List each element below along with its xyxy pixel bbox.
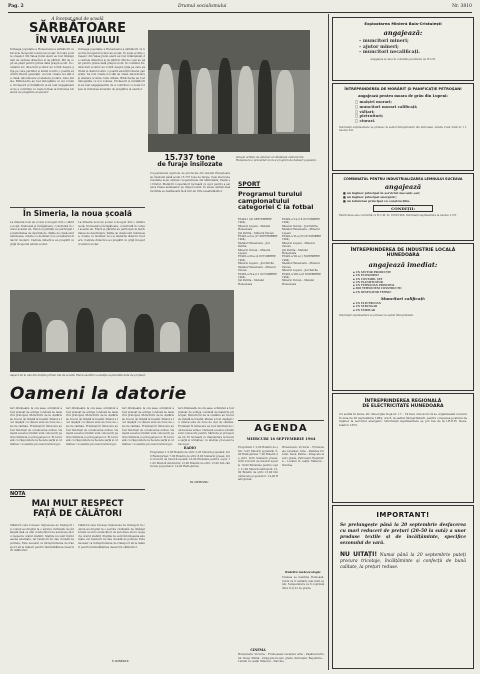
agenda-date: MIERCURI 16 SEPTEMBRIE 1964 — [246, 437, 316, 441]
sport-round-line: Minerul Lupeni – Minerul Vulcan — [282, 241, 315, 249]
article-school-start — [10, 16, 145, 46]
ad4-item: ▪ UN SECTOR PRODUCȚIE — [353, 271, 391, 274]
ad4-sub: Muncitori calificați: — [380, 296, 426, 302]
important-foot-bold: NU UITAȚI! — [340, 551, 378, 558]
ad2-item: ◻ vălțari; — [355, 108, 375, 114]
sport-round-line: Jiul Petrila – Minerul Vulcan — [238, 231, 274, 235]
issue-number: Nr. 3810 — [452, 4, 472, 9]
ad1-item: – muncitori mineri; — [359, 39, 409, 44]
ad4-title-line2: HUNEDOARA — [386, 253, 420, 258]
nota-title: MAI MULT RESPECT — [31, 499, 124, 509]
radio-body: Programul I: 5,00 Buletin de știri; 5,05 Muzică populară; 6,00 Radiojurnal; 7,00 Buletin de știri; 8,00 Sumarul presei; 9,00 Concert de muzică ușoară; 10,00 Emisiune pentru copii; 11,00 Muzică simfonică; 12,00 Buletin de știri; 13,00 Din cântecele popoarelor; 14,00 Radiojurnal. — [150, 451, 230, 469]
ad-electricitate-hunedoara — [332, 393, 474, 503]
ad4-item: ▪ UN DESENATOR TEHNIC — [353, 290, 392, 294]
ad3-list — [343, 192, 467, 203]
subarticle-title: În Simeria, la noua școală — [23, 209, 132, 218]
weather-body: Vremea se menține frumoasă. Cerul va fi variabil, mai mult senin. Temperatura va fi cuprinsă între 8 și 22 de grade. — [282, 576, 324, 590]
nota-label: NOTA — [10, 491, 26, 497]
oameni-body-col1: Ieri dimineață, la ora șase, schimbul a fost preluat de echipa condusă de maistrul principal. Muncitorii de la oțelărie au trecut de îndată la treabă. Planul a fost depășit cu câteva sute de tone de oțel de calitate. Fruntașii în întrecere au fost felicitați de conducerea uzinei. Oamenii acestui schimb sunt cunoscuți pentru hărnicia și priceperea lor. Ei lucrează cu răspundere la fiecare șarjă și urmăresc cu atenție procesul tehnologic. — [10, 407, 62, 446]
nota-body-col1: Călătorii care folosesc mijloacele de transport în comun au dreptul la o servire civilizată. Se întâmplă însă ca unii conducători de autobuze să nu respecte orarul stabilit. Stațiile nu sunt întotdeauna anunțate, iar taxatorii nu dau dovadă de politețe. Este necesar ca întreprinderea de transport să ia măsuri pentru îmbunătățirea deservirii călătorilor. — [10, 524, 74, 553]
ad4-sub-item: ▪ UN STRUNGAR — [353, 305, 378, 309]
sport-round-line: ETAPA a VI-a (25 OCTOMBRIE 1964) — [282, 235, 322, 242]
sport-round-line: Metalul Hunedoara – Minerul Lupeni — [282, 228, 320, 235]
nota-body-col2: Călătorii care folosesc mijloacele de transport în comun au dreptul la o servire civilizată. Se întâmplă însă ca unii conducători de autobuze să nu respecte orarul stabilit. Stațiile nu sunt întotdeauna anunțate, iar taxatorii nu dau dovadă de politețe. Este necesar ca întreprinderea de transport să ia măsuri pentru îmbunătățirea deservirii călătorilor. — [78, 524, 145, 549]
ad4-sub-item: ▪ UN TÂMPLAR — [353, 308, 375, 312]
ad4-foot: Informații suplimentare se primesc la sediul întreprinderii. — [339, 313, 414, 317]
ad-baia-cristuiesti — [332, 17, 474, 81]
ad2-foot: Informații suplimentare se primesc la sediul întreprinderii din Petroșani, strada Cuza Vodă nr. 11, telefon 291. — [339, 125, 467, 133]
ad1-title: Exploatarea Minieră Baia-Cristuiești — [364, 21, 442, 26]
sport-round-line: Minerul Vulcan – Metalul Hunedoara — [282, 279, 314, 286]
oameni-body-col2: Ieri dimineață, la ora șase, schimbul a fost preluat de echipa condusă de maistrul principal. Muncitorii de la oțelărie au trecut de îndată la treabă. Planul a fost depășit cu câteva sute de tone de oțel de calitate. Fruntașii în întrecere au fost felicitați de conducerea uzinei. Oamenii acestui schimb sunt cunoscuți pentru hărnicia și priceperea lor. Ei lucrează cu răspundere la fiecare șarjă și urmăresc cu atenție procesul tehnologic. — [66, 407, 118, 446]
article-body-col1: Întreaga populație a Hunedoarei a sărbătorit cu bucurie începutul noului an școlar. În toate școlile orașelor din Valea Jiului elevii au fost întâmpinați de cadrele didactice și de părinți. Mii de copii au pășit pentru prima dată pragul școlii. În cuvântul lor, directorii școlilor au vorbit despre grija pe care partidul și statul nostru o poartă educării tinerei generații. Au fost create noi săli de clasă, laboratoare și ateliere școlare, bine utilate. Bibliotecile au fost îmbogățite cu noi volume. Profesorii și învățătorii și-au luat angajamentul de a contribui cu toate forțele la ridicarea nivelului de pregătire al elevilor. — [10, 48, 74, 95]
sport-round-line: Metalul Hunedoara – Minerul Vulcan — [282, 262, 320, 269]
sport-rounds-col2 — [282, 218, 322, 414]
furaje-title-line2: de furaje însilozate — [157, 160, 223, 168]
ad2-title: ÎNTREPRINDEREA DE MORĂRIT ȘI PANIFICAȚIE PETROȘANI — [344, 87, 462, 91]
sport-round-line: Jiul Petrila – Metalul Hunedoara — [238, 279, 264, 286]
sport-round-line: Minerul Lupeni – Jiul Petrila — [282, 269, 318, 273]
ad2-item: ◻ ciurari. — [355, 118, 376, 124]
ad2-item: ◻ pietruitori; — [355, 113, 384, 119]
page-number: Pag. 2 — [8, 4, 24, 9]
ad4-sub-item: ▪ UN ELECTRICIAN — [353, 302, 381, 306]
weather-label: Buletin meteorologic — [285, 570, 321, 574]
article-body-col2: Întreaga populație a Hunedoarei a sărbătorit cu bucurie începutul noului an școlar. În toate școlile orașelor din Valea Jiului elevii au fost întâmpinați de cadrele didactice și de părinți. Mii de copii au pășit pentru prima dată pragul școlii. În cuvântul lor, directorii școlilor au vorbit despre grija pe care partidul și statul nostru o poartă educării tinerei generații. Au fost create noi săli de clasă, laboratoare și ateliere școlare, bine utilate. Bibliotecile au fost îmbogățite cu noi volume. Profesorii și învățătorii și-au luat angajamentul de a contribui cu toate forțele la ridicarea nivelului de pregătire al elevilor. — [78, 48, 145, 91]
ad4-sublist — [353, 302, 473, 312]
classroom-photo — [10, 290, 234, 372]
ad2-item: ◻ maiștri morari; — [355, 99, 392, 104]
subarticle-body-col2: La Simeria noul an școlar a început într-o clădire nouă, frumoasă și încăpătoare, construită în cursul acestui an. Elevii și părinții au participat la festivitatea de deschidere. Sălile de clasă sunt luminoase, dotate cu mobilier nou și material didactic modern. Cadrele didactice au pregătit cu grijă începutul anului școlar. — [78, 221, 145, 246]
article-kicker: A început anul de școală — [51, 16, 104, 21]
oameni-title: Oameni la datorie — [10, 384, 187, 404]
sport-label: SPORT — [238, 181, 261, 188]
ad3-conditions: CONDIȚII: — [373, 205, 433, 212]
ad1-head: angajează: — [383, 29, 423, 37]
ad1-item: – muncitori necalificați. — [359, 50, 421, 56]
article-title-line2: ÎN VALEA JIULUI — [35, 34, 120, 46]
ad4-head: angajează imediat: — [368, 261, 438, 269]
ad-industrie-locala-hunedoara — [332, 243, 474, 391]
ad-morarit-petrosani — [332, 83, 474, 171]
ad4-item: ▪ DOI TEHNICIENI CONSTRUCȚII — [353, 287, 402, 291]
masthead: Drumul socialismului — [178, 4, 227, 9]
cinema-label: CINEMA — [250, 648, 266, 652]
sport-round-line: ETAPA a II-a (27 SEPTEMBRIE 1964) — [238, 235, 278, 242]
important-body: Se prelungește până la 20 septembrie desfacerea cu mari reduceri de prețuri (20–50 la sută) a unor produse textile și de încălțăminte, specifice sezonului de vară. — [340, 523, 466, 546]
column-rule — [328, 14, 329, 670]
ad-important — [332, 505, 474, 669]
ad5-title: ÎNTREPRINDEREA REGIONALĂ — [364, 399, 442, 404]
ad4-title: ÎNTREPRINDEREA DE INDUSTRIE LOCALĂ — [350, 248, 456, 253]
sport-round-line: ETAPA a VIII-a (8 NOIEMBRIE 1964) — [282, 272, 321, 279]
sport-round-line: ETAPA a IV-a (11 OCTOMBRIE 1964) — [238, 272, 277, 279]
subarticle-body-col1: La Simeria noul an școlar a început într-o clădire nouă, frumoasă și încăpătoare, construită în cursul acestui an. Elevii și părinții au participat la festivitatea de deschidere. Sălile de clasă sunt luminoase, dotate cu mobilier nou și material didactic modern. Cadrele didactice au pregătit cu grijă începutul anului școlar. — [10, 221, 74, 246]
nota-title-line2: FAȚĂ DE CĂLĂTORI — [33, 509, 122, 519]
ad2-item: ◻ muncitori morari calificați; — [355, 103, 418, 109]
ad2-list — [355, 100, 473, 124]
radio-label: RADIO — [183, 446, 197, 450]
agenda-body-col1: Programul I: 5,00 Buletin de știri; 5,05 Muzică populară; 6,00 Radiojurnal; 7,00 Buletin de știri; 8,00 Sumarul presei; 9,00 Concert de muzică ușoară; 10,00 Emisiune pentru copii; 11,00 Muzică simfonică; 12,00 Buletin de știri; 13,00 Din cântecele popoarelor; 14,00 Radiojurnal. — [238, 446, 278, 482]
ad4-item: ▪ UN TEHNICIAN PRINCIPAL — [353, 284, 395, 288]
ad4-item: ▪ UN ECONOMIST — [353, 274, 380, 278]
oameni-body-col3: Ieri dimineață, la ora șase, schimbul a fost preluat de echipa condusă de maistrul principal. Muncitorii de la oțelărie au trecut de îndată la treabă. Planul a fost depășit cu câteva sute de tone de oțel de calitate. Fruntașii în întrecere au fost felicitați de conducerea uzinei. Oamenii acestui schimb sunt cunoscuți pentru hărnicia și priceperea lor. Ei lucrează cu răspundere la fiecare șarjă și urmăresc cu atenție procesul tehnologic. — [122, 407, 174, 446]
furaje-title: 15.737 tone — [164, 153, 216, 162]
page-header — [8, 3, 472, 13]
sport-round-line: Metalul Hunedoara – Jiul Petrila — [238, 241, 270, 249]
ad4-list — [353, 271, 473, 294]
sport-round-line: ETAPA a V-a (18 OCTOMBRIE 1964) — [282, 218, 320, 225]
ad1-foot: Angajarea se face în condițiile prevăzute de H.C.M. — [370, 57, 436, 61]
important-foot: Numai până la 20 septembrie puteți procura tricotaje, încălțăminte și confecții de bună calitate, la prețuri reduse. — [340, 553, 466, 570]
dancers-photo — [148, 30, 310, 152]
ad4-item: ▪ UN CONTABIL ȘEF — [353, 277, 383, 281]
ad1-list — [359, 39, 473, 56]
sport-round-line: Minerul Lupeni – Jiul Petrila — [238, 262, 274, 266]
sport-round-line: Minerul Vulcan – Jiul Petrila — [282, 224, 318, 228]
ad3-title: COMBINATUL PENTRU INDUSTRIALIZAREA LEMNULUI SUCEAVA — [343, 177, 463, 181]
ad1-item: – ajutor mineri; — [359, 44, 399, 50]
ad3-item: ■ un inginer principal în serviciul mecanic-șef; — [343, 191, 420, 195]
agenda-title: AGENDA — [254, 423, 308, 434]
article-furaje — [150, 154, 230, 168]
dancers-photo-caption: Grupul artistic de amatori al căminului cultural din Hunedoara a prezentat un nou program de dansuri populare. — [236, 156, 317, 163]
divider — [10, 489, 145, 490]
ad4-item: ▪ UN PLANIFICATOR — [353, 280, 383, 284]
ad3-item: ■ un tehnician principal cu construcțiile. — [343, 198, 411, 203]
agenda-body-col2: Hunedoara: Victoria – Frumoasele vacanței; Arta – Pasărea furtunii. Deva: Patria – Dragoste la zero grade. Petroșani: Republica – Lumini în ceață; Minerul – Darclée. — [282, 446, 324, 467]
oameni-body-col4: Ieri dimineață, la ora șase, schimbul a fost preluat de echipa condusă de maistrul principal. Muncitorii de la oțelărie au trecut de îndată la treabă. Planul a fost depășit cu câteva sute de tone de oțel de calitate. Fruntașii în întrecere au fost felicitați de conducerea uzinei. Oamenii acestui schimb sunt cunoscuți pentru hărnicia și priceperea lor. Ei lucrează cu răspundere la fiecare șarjă și urmăresc cu atenție procesul tehnologic. — [178, 407, 234, 446]
important-title: IMPORTANT! — [376, 511, 430, 519]
sport-round-line: ETAPA I (20 SEPTEMBRIE 1964) — [238, 218, 272, 225]
sport-rounds-col1 — [238, 218, 278, 414]
ad3-head: angajează — [384, 183, 422, 191]
sport-round-line: Jiul Petrila – Metalul Hunedoara — [282, 248, 308, 256]
article-title: SĂRBĂTOARE — [29, 21, 126, 36]
cinema-body: Hunedoara: Victoria – Frumoasele vacanței; Arta – Pasărea furtunii. Deva: Patria – Dragoste la zero grade. Petroșani: Republica – Lumini în ceață; Minerul – Darclée. — [238, 653, 324, 664]
ad3-item: ■ un inginer principal energetic; — [343, 194, 397, 199]
divider — [238, 420, 324, 421]
nota-byline: V. IONESCU — [112, 660, 129, 663]
furaje-body: Cooperativele agricole de producție din raionul Hunedoara au însilozat până acum 15.737 tone de furaje. Cele mai bune rezultate le-au obținut cooperativele din Sântuhalm, Peștiș și Cristur. Membrii cooperatori lucrează cu spor pentru a asigura hrana animalelor pe timpul iernii. În unele unități însă lucrările se desfășoară încă într-un ritm nesatisfăcător. — [150, 172, 230, 193]
divider — [10, 207, 145, 208]
sport-round-line: ETAPA a III-a (4 OCTOMBRIE 1964) — [238, 255, 276, 262]
sport-round-line: Minerul Vulcan – Minerul Lupeni — [238, 248, 271, 256]
ad3-foot: Retribuirea este conformă cu H.C.M. nr. 1053/1960. Informații suplimentare la telefon 1170. — [339, 214, 457, 218]
classroom-photo-caption: Aspect de la una din lecțiile primei zile de școală. Elevii ascultă cu atenție explicațiile date de profesor. — [10, 374, 146, 377]
ad5-body: Cu sediul în Deva, str. Gheorghe Doja nr. 17 – 19 face cunoscut că se organizează concurs în ziua de 20 septembrie 1964, ora 8, la sediul întreprinderii, pentru ocuparea postului de inginer la serviciul energetic. Informații suplimentare se pot lua de la I.R.E.H. Deva, telefon 1355. — [339, 412, 468, 427]
ad5-title-line2: DE ELECTRICITATE HUNEDOARA — [362, 404, 444, 409]
ad2-head: angajează pentru moara de grâu din Lupeni: — [358, 94, 448, 98]
ad-combinat-suceava — [332, 173, 474, 241]
sport-round-line: ETAPA a VII-a (1 NOIEMBRIE 1964) — [282, 255, 320, 262]
sport-round-line: Minerul Lupeni – Metalul Hunedoara — [238, 224, 271, 232]
oameni-byline: M. OLTEANU — [190, 481, 209, 484]
sport-title: Programul turului campionatului categoriei C la fotbal — [238, 190, 314, 212]
sport-round-line: Metalul Hunedoara – Minerul Vulcan — [238, 265, 276, 273]
